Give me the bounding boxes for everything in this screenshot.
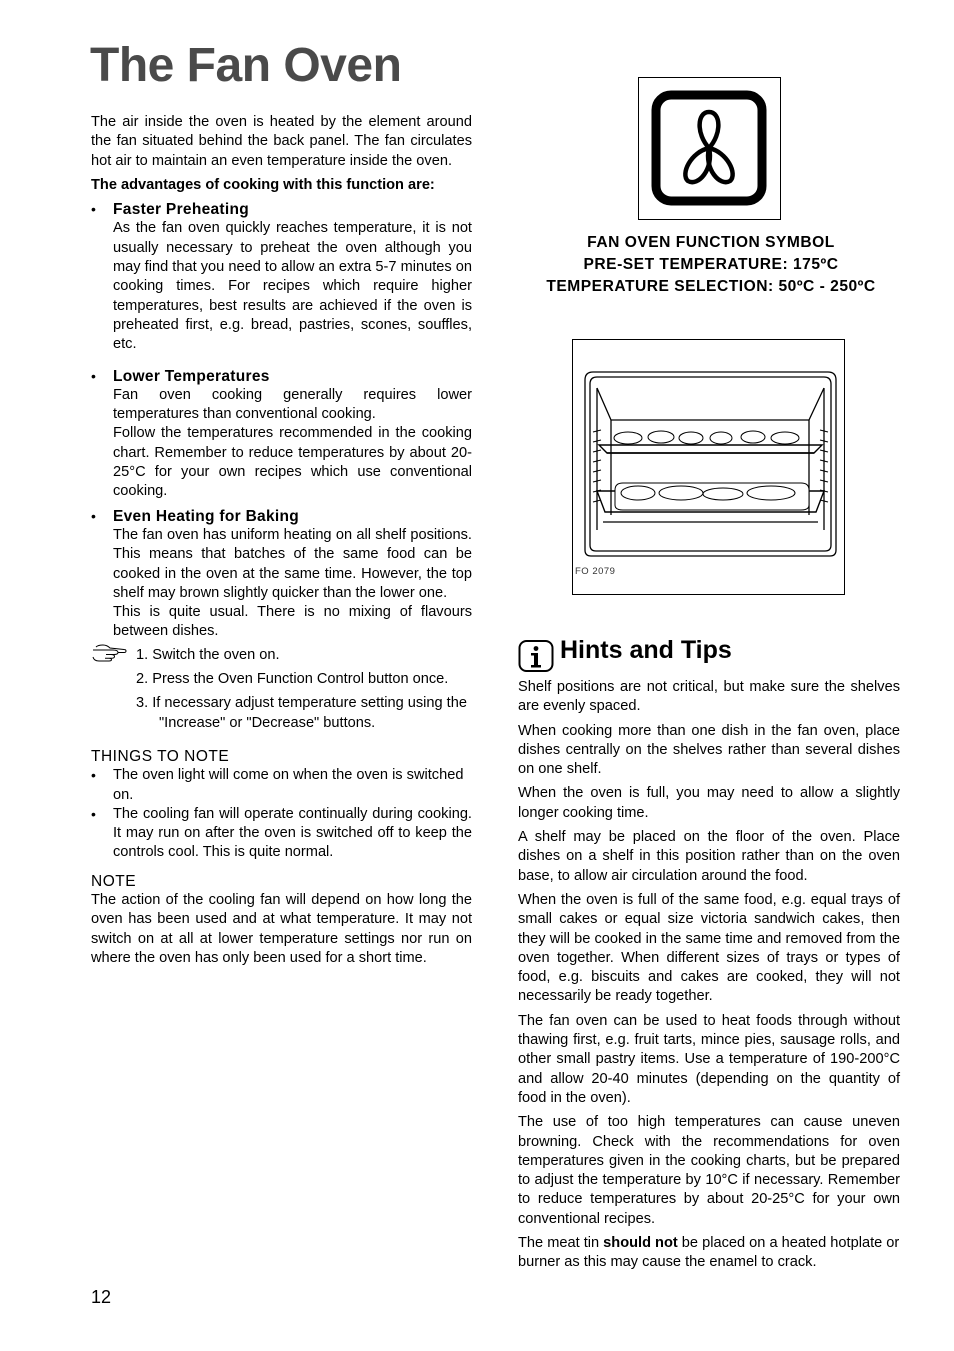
note-item-text: The oven light will come on when the oven is switched on. (113, 767, 464, 803)
bullet-dot-icon: • (91, 805, 96, 822)
hint-paragraph: Shelf positions are not critical, but make sure the shelves are evenly spaced. (518, 679, 900, 715)
hints-title: Hints and Tips (560, 636, 732, 664)
bullet-dot-icon: • (91, 367, 96, 384)
fan-oven-symbol (638, 77, 781, 220)
left-column (91, 113, 472, 968)
symbol-caption-line: PRE-SET TEMPERATURE: 175ºC (583, 256, 839, 273)
note-heading: NOTE (91, 872, 137, 890)
operating-steps (91, 646, 472, 733)
bullet-dot-icon: • (91, 507, 96, 524)
note-item-text: The cooling fan will operate continually during cooking. It may run on after the oven is switched off to keep the controls cool. This is quite normal. (113, 805, 472, 861)
hint-paragraph: A shelf may be placed on the floor of the oven. Place dishes on a shelf in this position rather than on the oven base, to allow air circulation around the food. (518, 829, 900, 884)
intro-text: The air inside the oven is heated by the element around the fan situated behind the back panel. The fan circulates hot air to maintain an even temperature inside the oven. (91, 114, 472, 169)
note-text: The action of the cooling fan will depend on how long the oven has been used and at what temperature. It may not switch on at all at lower temperature settings nor run on where the oven has only been used for a short time. (91, 891, 472, 966)
advantage-text: Follow the temperatures recommended in the cooking chart. Remember to reduce temperatures by about 20-25°C for your own recipes which use conventional cooking. (113, 425, 472, 500)
hint-paragraph-warning (518, 1234, 900, 1273)
note-item (91, 766, 472, 805)
pointing-hand-icon (91, 644, 127, 662)
fan-oven-icon (639, 78, 779, 218)
bullet-dot-icon: • (91, 767, 96, 784)
symbol-caption-line: TEMPERATURE SELECTION: 50ºC - 250ºC (546, 278, 876, 295)
hint-paragraph: When the oven is full, you may need to allow a slightly longer cooking time. (518, 785, 900, 821)
page-title: The Fan Oven (90, 39, 402, 92)
warning-text: be placed on a heated hotplate or burner as this may cause the enamel to crack. (518, 1235, 900, 1271)
advantage-faster-preheating (91, 200, 472, 354)
symbol-caption (520, 232, 902, 298)
hint-paragraph: The fan oven can be used to heat foods through without thawing first, e.g. fruit tarts, mince pies, sausage rolls, and other small pastry items. Use a temperature of 190-200°C and allow 20-40 minutes (depending on the quantity of food in the oven). (518, 1012, 900, 1106)
advantage-heading: Even Heating for Baking (113, 507, 300, 525)
hint-paragraph: When cooking more than one dish in the fan oven, place dishes centrally on the shelves rather than several dishes on one shelf. (518, 722, 900, 778)
advantage-lower-temperatures (91, 367, 472, 502)
figure-label: FO 2079 (575, 566, 616, 577)
step-item: 2. Press the Oven Function Control button once. (136, 671, 449, 688)
advantage-text: Fan oven cooking generally requires lower temperatures than conventional cooking. (113, 386, 472, 423)
advantage-text: This is quite usual. There is no mixing of flavours between dishes. (113, 604, 472, 640)
hint-paragraph: When the oven is full of the same food, e.g. equal trays of small cakes or equal size victoria sandwich cakes, then they will be cooked in the same time and removed from the oven together. When different sizes of trays or types of food, e.g. biscuits and cakes are cooked, they will not necessarily be ready together. (518, 891, 900, 1005)
step-item: 1. Switch the oven on. (136, 646, 280, 663)
page-number: 12 (91, 1287, 112, 1307)
things-to-note-heading: THINGS TO NOTE (91, 747, 230, 765)
oven-illustration (572, 339, 845, 595)
step-item: 3. If necessary adjust temperature setting using the "Increase" or "Decrease" buttons. (136, 695, 467, 731)
advantage-text: As the fan oven quickly reaches temperature, it is not usually necessary to preheat the oven although you may find that you need to allow an extra 5-7 minutes on cooking times. For recipes which require higher temperatures, best results are achieved if the oven is preheated first, e.g. bread, pastries, scones, souffles, etc. (113, 220, 472, 353)
advantage-heading: Faster Preheating (113, 201, 250, 219)
hint-paragraph: The use of too high temperatures can cause uneven browning. Check with the recommendations for oven temperatures given in the cooking charts, but be prepared to adjust the temperature by 10°C if necessary. Remember to reduce temperatures by about 20-25°C for your own conventional recipes. (518, 1114, 900, 1227)
advantages-heading: The advantages of cooking with this function are: (91, 176, 435, 193)
info-icon (518, 638, 554, 674)
note-item (91, 805, 472, 863)
bullet-dot-icon: • (91, 201, 96, 218)
warning-emphasis: should not (603, 1235, 678, 1252)
advantage-even-heating (91, 507, 472, 642)
advantage-text: The fan oven has uniform heating on all shelf positions. This means that batches of the same food can be cooked in the oven at the same time. However, the top shelf may brown slightly quicker than the lower one. (113, 526, 472, 601)
advantage-heading: Lower Temperatures (113, 367, 270, 385)
oven-interior-drawing (573, 340, 844, 594)
hints-column (518, 678, 900, 1273)
warning-text: The meat tin (518, 1235, 604, 1252)
symbol-caption-line: FAN OVEN FUNCTION SYMBOL (587, 234, 835, 251)
